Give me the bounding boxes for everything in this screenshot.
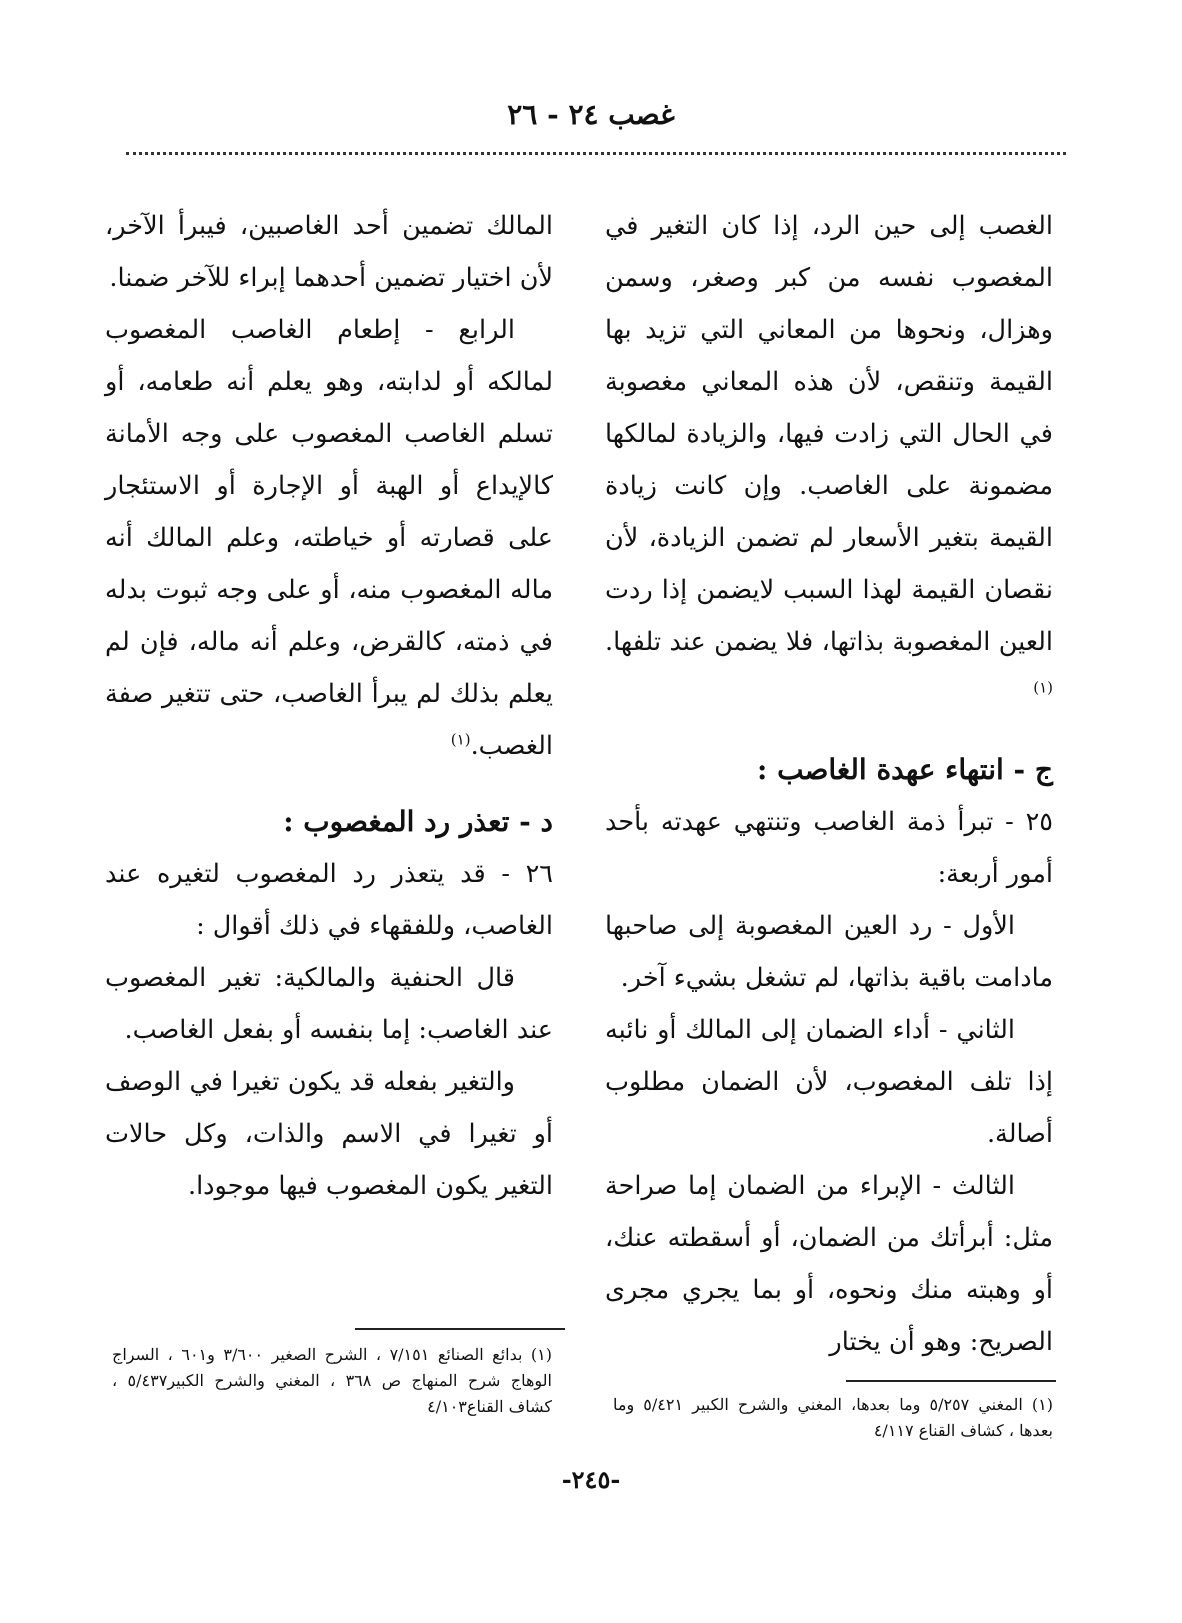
section-heading: د - تعذر رد المغصوب :: [283, 805, 553, 838]
paragraph: الثاني - أداء الضمان إلى المالك أو نائبه إذا تلف المغصوب، لأن الضمان مطلوب أصالة.: [605, 1015, 1053, 1149]
left-column: [105, 200, 553, 1212]
paragraph: [605, 200, 1053, 720]
footnote-ref[interactable]: (١): [1033, 678, 1053, 697]
section-heading: ج - انتهاء عهدة الغاصب :: [757, 753, 1053, 786]
paragraph-text: الغصب إلى حين الرد، إذا كان التغير في المغصوب نفسه من كبر وصغر، وسمن وهزال، ونحوها من المعاني التي تزيد بها القيمة وتنقص، لأن هذه المعاني مغصوبة في الحال التي زادت فيها، والزيادة لمالكها مضمونة على الغاصب. وإن كانت زيادة القيمة بتغير الأسعار لم تضمن الزيادة، لأن نقصان القيمة لهذا السبب لايضمن إذا ردت العين المغصوبة بذاتها، فلا يضمن عند تلفها.: [605, 211, 1053, 657]
footnote-right: (١) المغني ٥/٢٥٧ وما بعدها، المغني والشرح الكبير ٥/٤٢١ وما بعدها ، كشاف القناع ٤/١١٧: [613, 1395, 1053, 1440]
footnote-divider: [355, 1328, 565, 1330]
paragraph-text: الرابع - إطعام الغاصب المغصوب لمالكه أو لدابته، وهو يعلم أنه طعامه، أو تسلم الغاصب المغصوب على وجه الأمانة كالإيداع أو الهبة أو الإجارة أو الاستئجار على قصارته أو خياطته، وعلم المالك أنه ماله المغصوب منه، أو على وجه ثبوت بدله في ذمته، كالقرض، وعلم أنه ماله، فإن لم يعلم بذلك لم يبرأ الغاصب، حتى تتغير صفة الغصب.: [105, 315, 553, 761]
footnote-ref[interactable]: (١): [450, 730, 471, 749]
paragraph: قال الحنفية والمالكية: تغير المغصوب عند الغاصب: إما بنفسه أو بفعل الغاصب.: [105, 963, 553, 1045]
footnote-left: (١) بدائع الصنائع ٧/١٥١ ، الشرح الصغير ٣/٦٠٠ و٦٠١ ، السراج الوهاج شرح المنهاج ص ٣٦٨ ، المغني والشرح الكبير٥/٤٣٧ ، كشاف القناع٤/١٠٣: [112, 1345, 553, 1416]
paragraph: ٢٦ - قد يتعذر رد المغصوب لتغيره عند الغاصب، وللفقهاء في ذلك أقوال :: [105, 859, 553, 941]
paragraph: الأول - رد العين المغصوبة إلى صاحبها مادامت باقية بذاتها، لم تشغل بشيء آخر.: [605, 911, 1053, 993]
paragraph: [105, 304, 553, 772]
right-column: [605, 200, 1053, 1368]
header-divider: [126, 152, 1066, 155]
paragraph: ٢٥ - تبرأ ذمة الغاصب وتنتهي عهدته بأحد أمور أربعة:: [605, 807, 1053, 889]
page-number: -٢٤٥-: [561, 1465, 621, 1494]
paragraph: الثالث - الإبراء من الضمان إما صراحة مثل: أبرأتك من الضمان، أو أسقطته عنك، أو وهبته منك ونحوه، أو بما يجري مجرى الصريح: وهو أن يختار: [605, 1171, 1053, 1357]
paragraph: المالك تضمين أحد الغاصبين، فيبرأ الآخر، لأن اختيار تضمين أحدهما إبراء للآخر ضمنا.: [105, 211, 553, 293]
page-header: غصب ٢٤ - ٢٦: [507, 98, 675, 131]
paragraph: والتغير بفعله قد يكون تغيرا في الوصف أو تغيرا في الاسم والذات، وكل حالات التغير يكون المغصوب فيها موجودا.: [105, 1067, 553, 1201]
footnote-divider: [846, 1380, 1056, 1382]
